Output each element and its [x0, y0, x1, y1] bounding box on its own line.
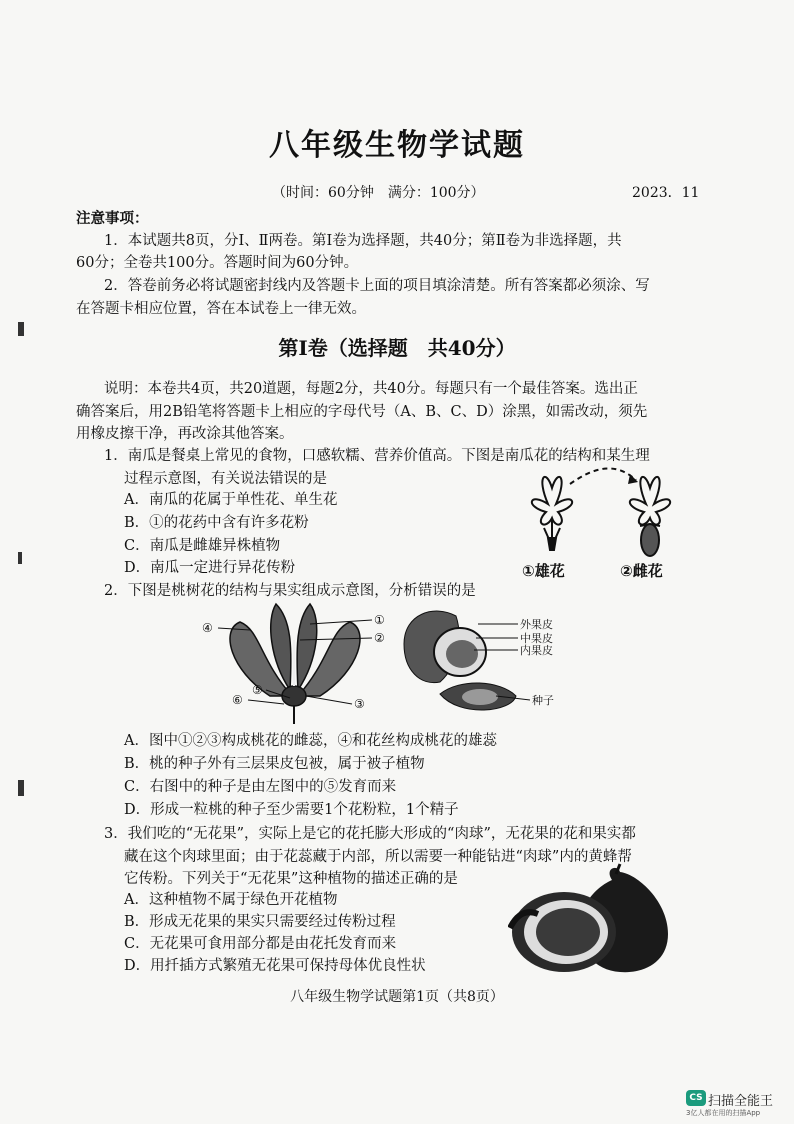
question-3-stem: 3．我们吃的“无花果”，实际上是它的花托膨大形成的“肉球”，无花果的花和果实都	[104, 826, 636, 842]
fruit-label-endocarp: 内果皮	[520, 644, 553, 657]
page-footer: 八年级生物学试题第1页（共8页）	[290, 989, 504, 1005]
peach-fruit-figure	[400, 604, 590, 722]
question-3-option-a: A．这种植物不属于绿色开花植物	[124, 892, 338, 908]
question-2-option-c: C．右图中的种子是由左图中的⑤发育而来	[124, 779, 397, 795]
question-2-option-b: B．桃的种子外有三层果皮包被，属于被子植物	[124, 756, 425, 772]
binding-mark	[18, 780, 24, 796]
question-3-option-b: B．形成无花果的果实只需要经过传粉过程	[124, 914, 396, 930]
flower-label-6: ⑥	[232, 693, 243, 707]
notice-line: 60分；全卷共100分。答题时间为60分钟。	[76, 255, 359, 271]
flower-label-3: ③	[354, 697, 365, 711]
question-1-option-d: D．南瓜一定进行异花传粉	[124, 560, 296, 576]
page-title: 八年级生物学试题	[269, 128, 525, 163]
exam-date: 2023．11	[632, 185, 700, 201]
notice-line: 在答题卡相应位置，答在本试卷上一律无效。	[76, 301, 366, 317]
question-3-option-d: D．用扦插方式繁殖无花果可保持母体优良性状	[124, 958, 426, 974]
fruit-label-exocarp: 外果皮	[520, 618, 553, 631]
binding-mark	[18, 552, 22, 564]
notice-line: 1．本试题共8页，分Ⅰ、Ⅱ两卷。第Ⅰ卷为选择题，共40分；第Ⅱ卷为非选择题，共	[104, 233, 622, 249]
flower-label-1: ①	[374, 613, 385, 627]
scanner-watermark-name: 扫描全能王	[708, 1094, 774, 1109]
question-1-option-c: C．南瓜是雌雄异株植物	[124, 538, 281, 554]
notice-heading: 注意事项：	[76, 210, 149, 227]
notice-line: 2．答卷前务必将试题密封线内及答题卡上面的项目填涂清楚。所有答案都必须涂、写	[104, 278, 650, 294]
question-2-stem: 2．下图是桃树花的结构与果实组成示意图，分析错误的是	[104, 583, 476, 599]
fig-fruit-image	[508, 862, 676, 976]
male-flower-label: ①雄花	[522, 562, 565, 580]
flower-label-2: ②	[374, 631, 385, 645]
question-2-option-a: A．图中①②③构成桃花的雌蕊，④和花丝构成桃花的雄蕊	[124, 733, 497, 749]
fruit-label-mesocarp: 中果皮	[520, 632, 553, 645]
question-2-option-d: D．形成一粒桃的种子至少需要1个花粉粒，1个精子	[124, 802, 459, 818]
question-1-stem: 过程示意图，有关说法错误的是	[124, 471, 327, 487]
section-instructions: 说明：本卷共4页，共20道题，每题2分，共40分。每题只有一个最佳答案。选出正	[104, 381, 638, 397]
question-1-option-a: A．南瓜的花属于单性花、单生花	[124, 492, 338, 508]
flower-label-4: ④	[202, 621, 213, 635]
flower-label-5: ⑤	[252, 683, 263, 697]
question-3-stem: 它传粉。下列关于“无花果”这种植物的描述正确的是	[124, 871, 458, 887]
question-1-stem: 1．南瓜是餐桌上常见的食物，口感软糯、营养价值高。下图是南瓜花的结构和某生理	[104, 448, 650, 464]
section-instructions: 确答案后，用2B铅笔将答题卡上相应的字母代号（A、B、C、D）涂黑，如需改动，须先	[76, 404, 648, 420]
scanner-logo-icon: CS	[686, 1090, 706, 1106]
question-3-option-c: C．无花果可食用部分都是由花托发育而来	[124, 936, 397, 952]
pumpkin-flower-figure	[508, 466, 694, 586]
section-instructions: 用橡皮擦干净，再改涂其他答案。	[76, 426, 294, 442]
question-3-stem: 藏在这个肉球里面；由于花蕊藏于内部，所以需要一种能钻进“肉球”内的黄蜂帮	[124, 849, 632, 865]
female-flower-label: ②雌花	[620, 562, 663, 580]
section-title: 第Ⅰ卷（选择题 共40分）	[278, 336, 516, 360]
question-1-option-b: B．①的花药中含有许多花粉	[124, 515, 309, 531]
scanner-watermark-tagline: 3亿人都在用的扫描App	[686, 1109, 761, 1117]
peach-flower-figure	[200, 600, 400, 724]
fruit-label-seed: 种子	[532, 694, 554, 707]
exam-time-info: （时间：60分钟 满分：100分）	[272, 185, 485, 201]
